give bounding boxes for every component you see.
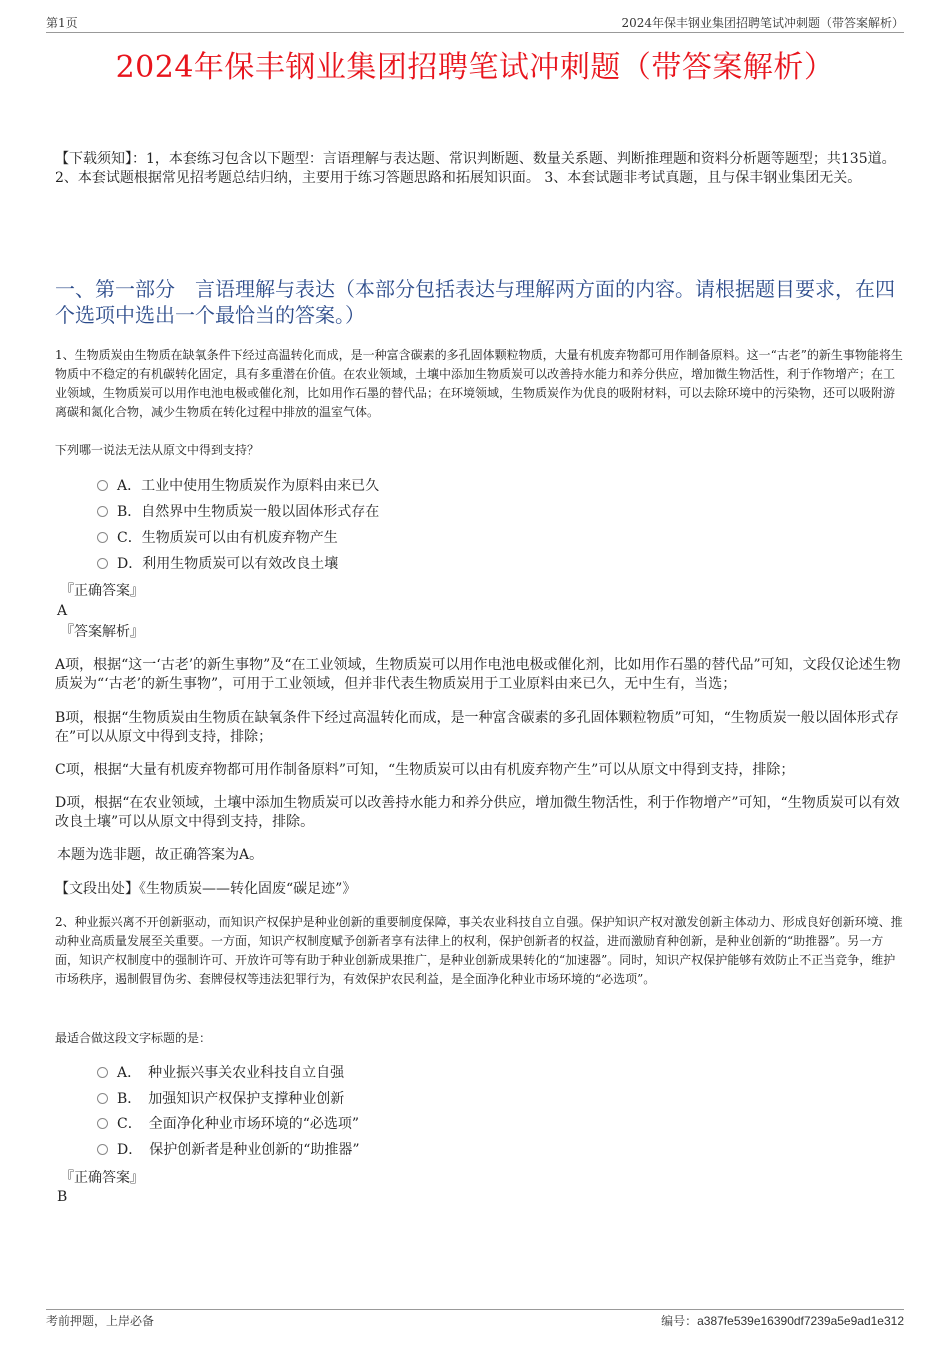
q1-answer-label: 『正确答案』	[60, 583, 144, 599]
radio-icon[interactable]	[97, 1118, 108, 1129]
q2-answer-label: 『正确答案』	[60, 1170, 144, 1186]
q1-option-b[interactable]	[97, 502, 379, 522]
radio-icon[interactable]	[97, 1067, 108, 1078]
q2-option-b-label: B． 加强知识产权保护支撑种业创新	[117, 1091, 345, 1107]
q2-passage: 2、种业振兴离不开创新驱动，而知识产权保护是种业创新的重要制度保障，事关农业科技自立自强。保护知识产权对激发创新主体动力、形成良好创新环境、推动种业高质量发展至关重要。一方面，知识产权制度赋予创新者享有法律上的权利，保护创新者的权益，进而激励育种创新，是种业创新的“助推器”。另一方面，知识产权制度中的强制许可、开放许可等有助于种业创新成果推广，是种业创新成果转化的“加速器”。同时，知识产权保护能够有效防止不正当竞争，维护市场秩序，遏制假冒伪劣、套牌侵权等违法犯罪行为，有效保护农民利益，是全面净化种业市场环境的“必选项”。	[55, 915, 903, 986]
radio-icon[interactable]	[97, 1093, 108, 1104]
q2-option-d-label: D． 保护创新者是种业创新的“助推器”	[117, 1142, 360, 1158]
radio-icon[interactable]	[97, 532, 108, 543]
q2-option-a-label: A． 种业振兴事关农业科技自立自强	[117, 1065, 345, 1081]
header-divider	[46, 32, 904, 33]
q1-passage: 1、生物质炭由生物质在缺氧条件下经过高温转化而成，是一种富含碳素的多孔固体颗粒物质，大量有机废弃物都可用作制备原料。这一“古老”的新生事物能将生物质中不稳定的有机碳转化固定，具有多重潜在价值。在农业领域，土壤中添加生物质炭可以改善持水能力和养分供应，增加微生物活性，利于作物增产；在工业领域，生物质炭可以用作电池电极或催化剂，比如用作石墨的替代品；在环境领域，生物质炭作为优良的吸附材料，可以去除环境中的污染物，还可以吸附游离碳和氮化合物，减少生物质在转化过程中排放的温室气体。	[55, 348, 903, 419]
q1-analysis-label: 『答案解析』	[60, 624, 144, 640]
footer-code-label: 编号：	[661, 1314, 698, 1328]
q1-answer: A	[57, 603, 68, 619]
q1-analysis-a: A项，根据“这一‘古老’的新生事物”及“在工业领域，生物质炭可以用作电池电极或催化剂，比如用作石墨的替代品”可知，文段仅论述生物质炭为“‘古老’的新生事物”，可用于工业领域，但并非代表生物质炭用于工业原料由来已久，无中生有，当选；	[55, 657, 901, 692]
q1-analysis-c: C项，根据“大量有机废弃物都可用作制备原料”可知，“生物质炭可以由有机废弃物产生”可以从原文中得到支持，排除；	[55, 762, 795, 778]
download-notice: 【下载须知】：1，本套练习包含以下题型：言语理解与表达题、常识判断题、数量关系题、判断推理题和资料分析题等题型；共135道。 2、本套试题根据常见招考题总结归纳，主要用于练习答题思路和拓展知识面。 3、本套试题非考试真题，且与保丰钢业集团无关。	[55, 151, 896, 186]
q1-option-a-label: A．工业中使用生物质炭作为原料由来已久	[117, 478, 380, 494]
q2-answer: B	[57, 1189, 68, 1205]
q1-option-c[interactable]	[97, 528, 338, 548]
q2-question: 最适合做这段文字标题的是：	[55, 1031, 212, 1045]
footer-divider	[46, 1309, 904, 1310]
q1-conclusion: 本题为选非题，故正确答案为A。	[57, 847, 264, 863]
footer-code-value: a387fe539e16390df7239a5e9ad1e312	[697, 1314, 904, 1328]
q1-option-d-label: D．利用生物质炭可以有效改良土壤	[117, 556, 339, 572]
document-title: 2024年保丰钢业集团招聘笔试冲刺题（带答案解析）	[115, 50, 835, 85]
page-header	[46, 14, 904, 34]
radio-icon[interactable]	[97, 506, 108, 517]
q1-question: 下列哪一说法无法从原文中得到支持？	[55, 443, 260, 457]
page-number: 第1页	[46, 16, 78, 30]
q1-option-d[interactable]	[97, 554, 338, 574]
q2-option-c[interactable]	[97, 1114, 359, 1134]
section-heading: 一、第一部分 言语理解与表达（本部分包括表达与理解两方面的内容。请根据题目要求，在四个选项中选出一个最恰当的答案。）	[55, 277, 895, 327]
q2-option-c-label: C． 全面净化种业市场环境的“必选项”	[117, 1116, 360, 1132]
q2-option-a[interactable]	[97, 1063, 344, 1083]
q1-option-a[interactable]	[97, 476, 379, 496]
q1-analysis-d: D项，根据“在农业领域，土壤中添加生物质炭可以改善持水能力和养分供应，增加微生物活性，利于作物增产”可知，“生物质炭可以有效改良土壤”可以从原文中得到支持，排除。	[55, 795, 900, 830]
q1-option-b-label: B．自然界中生物质炭一般以固体形式存在	[117, 504, 380, 520]
radio-icon[interactable]	[97, 558, 108, 569]
footer-slogan: 考前押题，上岸必备	[46, 1314, 155, 1328]
q1-analysis-b: B项，根据“生物质炭由生物质在缺氧条件下经过高温转化而成，是一种富含碳素的多孔固体颗粒物质”可知，“生物质炭一般以固体形式存在”可以从原文中得到支持，排除；	[55, 710, 899, 745]
footer-code	[661, 1312, 904, 1329]
header-doc-title: 2024年保丰钢业集团招聘笔试冲刺题（带答案解析）	[621, 16, 904, 30]
q1-source: 【文段出处】《生物质炭——转化固废“碳足迹”》	[55, 881, 357, 897]
q2-option-b[interactable]	[97, 1089, 344, 1109]
q1-option-c-label: C．生物质炭可以由有机废弃物产生	[117, 530, 338, 546]
q2-option-d[interactable]	[97, 1140, 360, 1160]
radio-icon[interactable]	[97, 480, 108, 491]
radio-icon[interactable]	[97, 1144, 108, 1155]
